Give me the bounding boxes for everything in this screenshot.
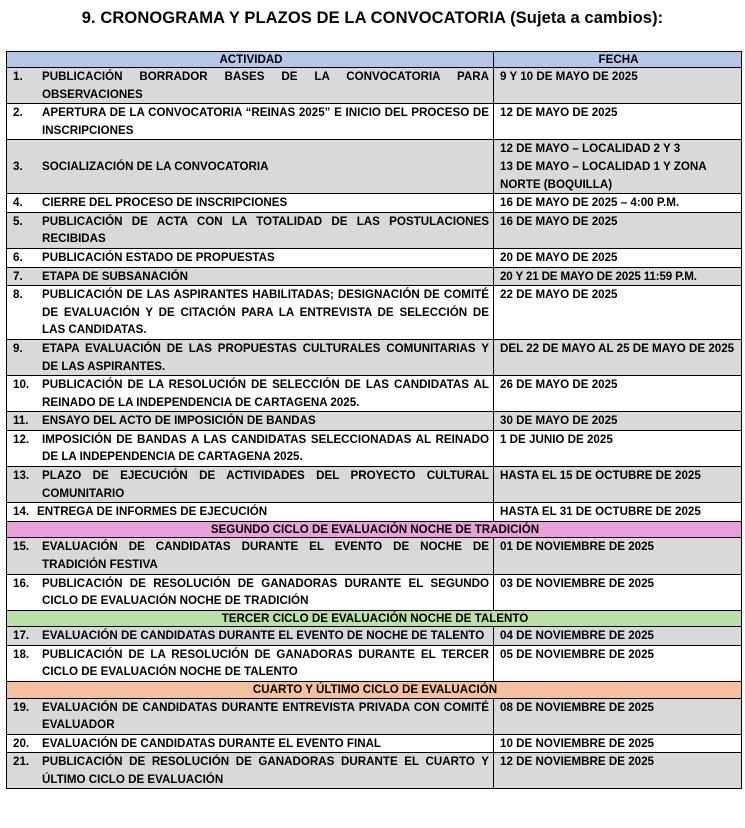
date-cell: 16 DE MAYO DE 2025 bbox=[494, 212, 742, 248]
activity-text: PUBLICACIÓN DE LAS ASPIRANTES HABILITADAS; DESIGNACIÓN DE COMITÉ DE EVALUACIÓN Y DE CITACIÓN PARA LA ENTREVISTA DE SELECCIÓN DE LAS CANDIDATAS. bbox=[42, 288, 489, 337]
activity-cell bbox=[7, 645, 494, 681]
table-row bbox=[7, 267, 742, 286]
activity-text: PUBLICACIÓN DE RESOLUCIÓN DE GANADORAS DURANTE EL SEGUNDO CICLO DE EVALUACIÓN NOCHE DE TRADICIÓN bbox=[42, 576, 489, 608]
row-number: 3. bbox=[13, 159, 23, 173]
date-cell: 30 DE MAYO DE 2025 bbox=[494, 412, 742, 431]
date-cell bbox=[494, 140, 742, 194]
activity-cell bbox=[7, 376, 494, 412]
row-number: 18. bbox=[13, 647, 30, 661]
table-row bbox=[7, 248, 742, 267]
activity-cell bbox=[7, 430, 494, 466]
activity-cell bbox=[7, 467, 494, 503]
date-cell: 9 Y 10 DE MAYO DE 2025 bbox=[494, 68, 742, 104]
activity-text: PUBLICACIÓN DE LA RESOLUCIÓN DE GANADORAS DURANTE EL TERCER CICLO DE EVALUACIÓN NOCHE DE TALENTO bbox=[42, 647, 489, 679]
table-row bbox=[7, 627, 742, 646]
activity-cell bbox=[7, 503, 494, 522]
table-row bbox=[7, 574, 742, 610]
date-cell: 12 DE NOVIEMBRE DE 2025 bbox=[494, 753, 742, 789]
date-cell: 10 DE NOVIEMBRE DE 2025 bbox=[494, 734, 742, 753]
row-number: 2. bbox=[13, 106, 23, 120]
activity-cell bbox=[7, 627, 494, 646]
date-cell: 20 Y 21 DE MAYO DE 2025 11:59 P.M. bbox=[494, 267, 742, 286]
row-number: 21. bbox=[13, 755, 30, 769]
section-heading: TERCER CICLO DE EVALUACIÓN NOCHE DE TALENTO bbox=[7, 610, 742, 627]
activity-cell bbox=[7, 339, 494, 375]
activity-cell bbox=[7, 698, 494, 734]
row-number: 6. bbox=[13, 250, 23, 264]
activity-text: PUBLICACIÓN DE RESOLUCIÓN DE GANADORAS DURANTE EL CUARTO Y ÚLTIMO CICLO DE EVALUACIÓN bbox=[42, 755, 489, 786]
row-number: 1. bbox=[13, 70, 23, 83]
section-heading-row bbox=[7, 682, 742, 699]
date-cell: 16 DE MAYO DE 2025 – 4:00 P.M. bbox=[494, 194, 742, 213]
date-cell: 01 DE NOVIEMBRE DE 2025 bbox=[494, 538, 742, 574]
date-cell: 12 DE MAYO DE 2025 bbox=[494, 104, 742, 140]
table-row bbox=[7, 104, 742, 140]
table-row bbox=[7, 698, 742, 734]
table-row bbox=[7, 376, 742, 412]
table-row bbox=[7, 538, 742, 574]
row-number: 19. bbox=[13, 700, 30, 714]
page-title: 9. CRONOGRAMA Y PLAZOS DE LA CONVOCATORIA (Sujeta a cambios): bbox=[81, 9, 664, 27]
row-number: 7. bbox=[13, 269, 23, 283]
activity-text: PUBLICACIÓN DE ACTA CON LA TOTALIDAD DE LAS POSTULACIONES RECIBIDAS bbox=[42, 214, 489, 246]
activity-cell bbox=[7, 68, 494, 104]
date-cell: 05 DE NOVIEMBRE DE 2025 bbox=[494, 645, 742, 681]
row-number: 13. bbox=[13, 469, 30, 483]
row-number: 10. bbox=[13, 378, 30, 392]
activity-text: PUBLICACIÓN DE LA RESOLUCIÓN DE SELECCIÓN DE LAS CANDIDATAS AL REINADO DE LA INDEPENDENCIA DE CARTAGENA 2025. bbox=[42, 378, 489, 409]
activity-cell bbox=[7, 212, 494, 248]
row-number: 15. bbox=[13, 540, 30, 554]
activity-cell bbox=[7, 412, 494, 431]
activity-text: EVALUACIÓN DE CANDIDATAS DURANTE EL EVENTO FINAL bbox=[42, 736, 382, 750]
activity-text: EVALUACIÓN DE CANDIDATAS DURANTE EL EVENTO DE NOCHE DE TRADICIÓN FESTIVA bbox=[42, 540, 489, 571]
activity-column-header: ACTIVIDAD bbox=[7, 52, 494, 68]
table-row bbox=[7, 286, 742, 340]
row-number: 20. bbox=[13, 736, 30, 750]
date-cell: HASTA EL 31 DE OCTUBRE DE 2025 bbox=[494, 503, 742, 522]
activity-text: SOCIALIZACIÓN DE LA CONVOCATORIA bbox=[42, 159, 269, 173]
activity-cell bbox=[7, 194, 494, 213]
table-row bbox=[7, 68, 742, 104]
table-row bbox=[7, 140, 742, 194]
section-heading: CUARTO Y ÚLTIMO CICLO DE EVALUACIÓN bbox=[7, 682, 742, 699]
table-row bbox=[7, 339, 742, 375]
table-row bbox=[7, 503, 742, 522]
activity-text: EVALUACIÓN DE CANDIDATAS DURANTE EL EVENTO DE NOCHE DE TALENTO bbox=[42, 629, 485, 643]
activity-text: PLAZO DE EJECUCIÓN DE ACTIVIDADES DEL PROYECTO CULTURAL COMUNITARIO bbox=[42, 469, 489, 500]
table-row bbox=[7, 194, 742, 213]
date-cell: 26 DE MAYO DE 2025 bbox=[494, 376, 742, 412]
activity-cell bbox=[7, 734, 494, 753]
activity-text: CIERRE DEL PROCESO DE INSCRIPCIONES bbox=[42, 196, 288, 210]
date-column-header: FECHA bbox=[494, 52, 742, 68]
activity-text: ETAPA EVALUACIÓN DE LAS PROPUESTAS CULTURALES COMUNITARIAS Y DE LAS ASPIRANTES. bbox=[42, 341, 489, 373]
date-cell: 1 DE JUNIO DE 2025 bbox=[494, 430, 742, 466]
activity-text: EVALUACIÓN DE CANDIDATAS DURANTE ENTREVISTA PRIVADA CON COMITÉ EVALUADOR bbox=[42, 700, 489, 732]
activity-cell bbox=[7, 286, 494, 340]
row-number: 16. bbox=[13, 576, 30, 590]
row-number: 5. bbox=[13, 214, 23, 228]
table-header-row bbox=[7, 52, 742, 68]
row-number: 9. bbox=[13, 341, 23, 355]
date-line: 13 DE MAYO – LOCALIDAD 1 Y ZONA NORTE (BOQUILLA) bbox=[500, 159, 707, 191]
activity-text: ENSAYO DEL ACTO DE IMPOSICIÓN DE BANDAS bbox=[42, 414, 316, 428]
row-number: 4. bbox=[13, 196, 23, 210]
activity-cell bbox=[7, 267, 494, 286]
date-cell: 22 DE MAYO DE 2025 bbox=[494, 286, 742, 340]
section-heading-row bbox=[7, 610, 742, 627]
activity-cell bbox=[7, 248, 494, 267]
row-number: 12. bbox=[13, 432, 30, 446]
activity-cell bbox=[7, 538, 494, 574]
activity-text: PUBLICACIÓN ESTADO DE PROPUESTAS bbox=[42, 250, 275, 264]
date-cell: 04 DE NOVIEMBRE DE 2025 bbox=[494, 627, 742, 646]
date-cell: DEL 22 DE MAYO AL 25 DE MAYO DE 2025 bbox=[494, 339, 742, 375]
section-heading-row bbox=[7, 521, 742, 538]
row-number: 11. bbox=[13, 414, 29, 428]
date-line: 12 DE MAYO – LOCALIDAD 2 Y 3 bbox=[500, 142, 681, 156]
date-cell: 03 DE NOVIEMBRE DE 2025 bbox=[494, 574, 742, 610]
table-row bbox=[7, 753, 742, 789]
activity-text: PUBLICACIÓN BORRADOR BASES DE LA CONVOCATORIA PARA OBSERVACIONES bbox=[42, 70, 489, 101]
date-cell: 08 DE NOVIEMBRE DE 2025 bbox=[494, 698, 742, 734]
row-number: 17. bbox=[13, 629, 30, 643]
date-cell: 20 DE MAYO DE 2025 bbox=[494, 248, 742, 267]
table-row bbox=[7, 734, 742, 753]
section-heading: SEGUNDO CICLO DE EVALUACIÓN NOCHE DE TRADICIÓN bbox=[7, 521, 742, 538]
table-row bbox=[7, 467, 742, 503]
activity-text: APERTURA DE LA CONVOCATORIA “REINAS 2025” E INICIO DEL PROCESO DE INSCRIPCIONES bbox=[42, 106, 489, 137]
activity-text: IMPOSICIÓN DE BANDAS A LAS CANDIDATAS SELECCIONADAS AL REINADO DE LA INDEPENDENCIA DE CARTAGENA 2025. bbox=[42, 432, 489, 464]
activity-cell bbox=[7, 140, 494, 194]
row-number: 8. bbox=[13, 288, 23, 302]
table-row bbox=[7, 430, 742, 466]
schedule-table bbox=[6, 51, 742, 789]
table-row bbox=[7, 212, 742, 248]
activity-text: ENTREGA DE INFORMES DE EJECUCIÓN bbox=[37, 505, 268, 519]
table-row bbox=[7, 412, 742, 431]
row-number: 14. bbox=[13, 505, 30, 519]
activity-text: ETAPA DE SUBSANACIÓN bbox=[42, 269, 189, 283]
activity-cell bbox=[7, 574, 494, 610]
activity-cell bbox=[7, 753, 494, 789]
activity-cell bbox=[7, 104, 494, 140]
date-cell: HASTA EL 15 DE OCTUBRE DE 2025 bbox=[494, 467, 742, 503]
table-row bbox=[7, 645, 742, 681]
